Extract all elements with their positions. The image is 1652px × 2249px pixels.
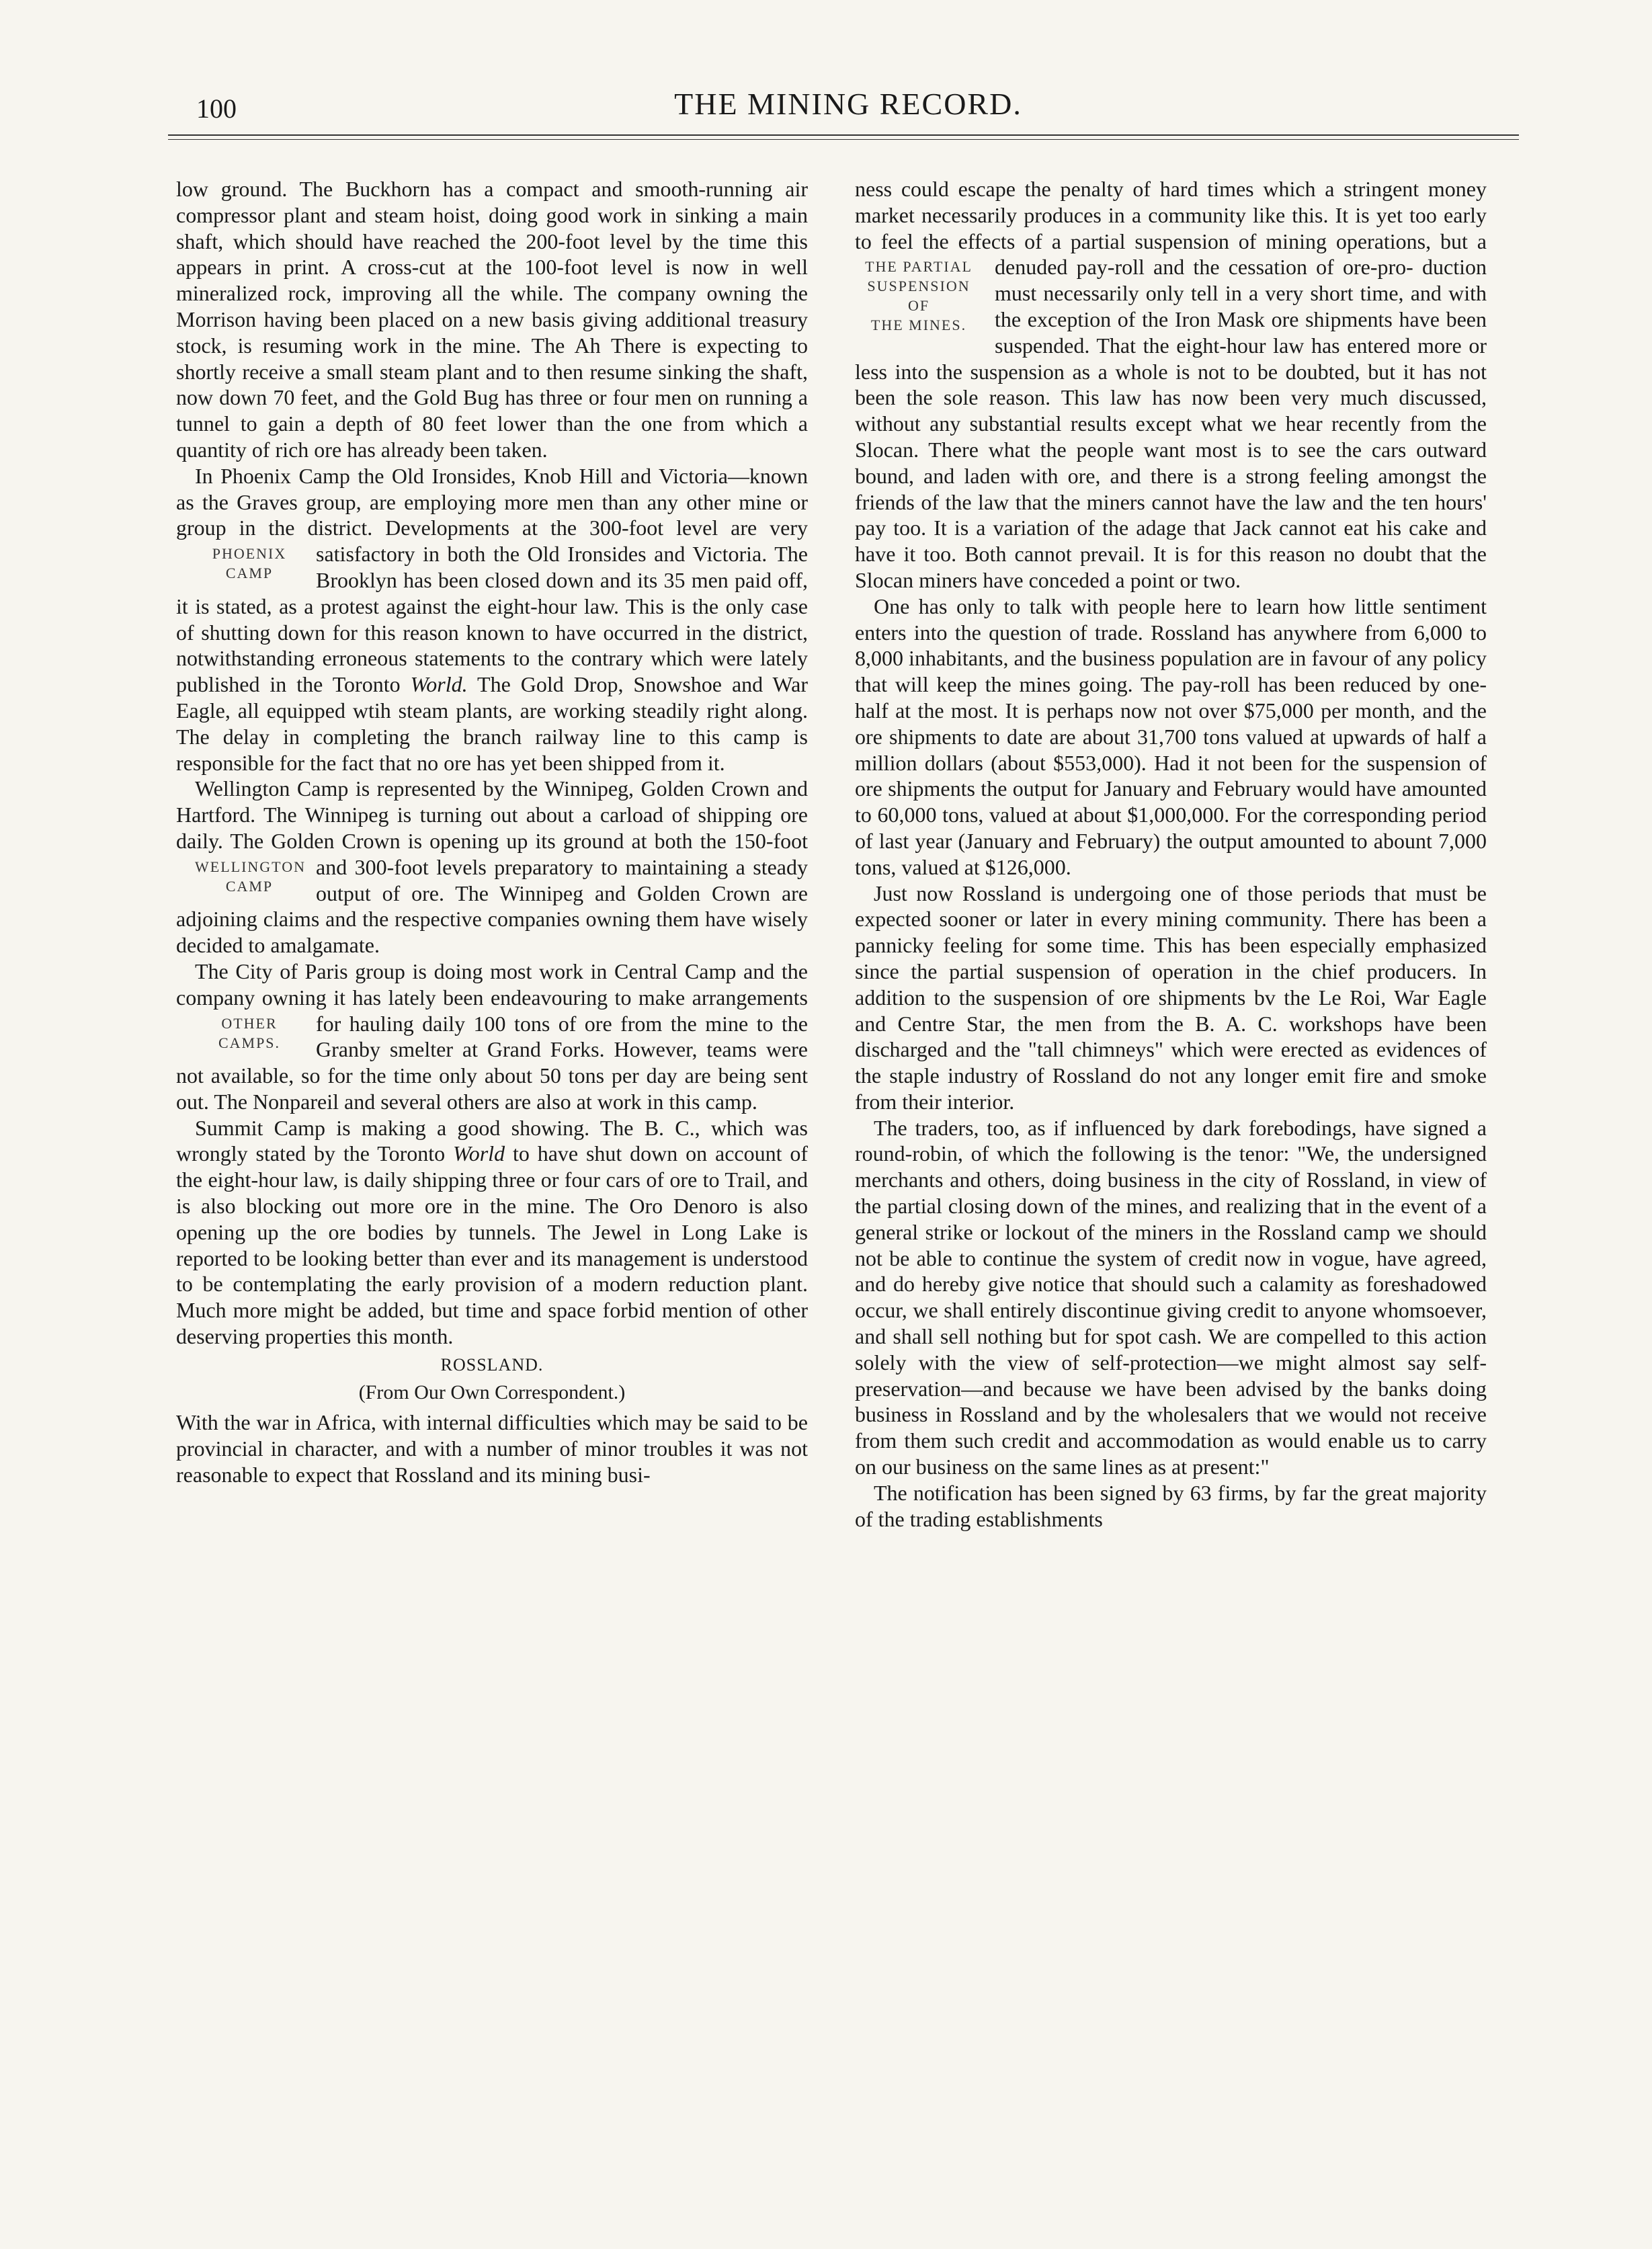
sidehead-other-camps <box>176 1014 304 1053</box>
section-heading-rossland: ROSSLAND. <box>440 1354 544 1375</box>
paragraph-italic: World. <box>410 672 468 697</box>
paragraph-text: Wellington Camp is represented by the Winnipeg, Golden Crown and Hartford. The Winnipeg is turning out about a carload of shipping ore daily. The Golden Crown is opening up its ground at both the <box>176 776 808 853</box>
paragraph-italic: World <box>453 1141 505 1166</box>
paragraph: Just now Rossland is undergoing one of those periods that must be expected sooner or later in every mining community. There has been a pannicky feeling for some time. This has been especially emphasized since the partial suspension of operation in the chief producers. In addition to the suspension of ore shipments bv the Le Roi, War Eagle and Centre Star, the men from the B. A. C. workshops have been discharged and the "tall chimneys" which were erected as evidences of the staple industry of Rossland do not any longer emit fire and smoke from their interior. <box>855 881 1487 1114</box>
journal-title: THE MINING RECORD. <box>674 87 1022 121</box>
paragraph-text: to have shut down on account of the eight-hour law, is daily shipping three or four cars of ore to Trail, and is also blocking out more ore in the mine. The Oro Denoro is also opening up the ore bodies by tunnels. The Jewel in Long Lake is reported to be looking better than ever and its management is understood to be contemplating the early provision of a modern reduction plant. Much more might be added, but time and space forbid mention of other deserving properties this month. <box>176 1141 809 1349</box>
paragraph-wellington <box>176 776 808 958</box>
paragraph-text: satisfactory in both the Old Ironsides and Victoria. The Brooklyn has been closed down and its 35 men paid off, it is stated, as a protest against the eight-hour law. This is the only case of shutting down for this reason known to have occurred in the district, notwithstanding erroneous statements to the contrary which were lately published in the Toronto <box>176 542 808 697</box>
sidehead-line: SUSPENSION OF <box>867 278 970 315</box>
sidehead-partial-suspension <box>855 257 983 335</box>
paragraph: One has only to talk with people here to learn how little sentiment enters into the question of trade. Rossland has anywhere from 6,000 to 8,000 inhabitants, and the business population are in favour of any policy that will keep the mines going. The pay-roll has been reduced by one-half at the most. It is perhaps now not over $75,000 per month, and the ore shipments to date are about 31,700 tons valued at upwards of half a million dollars (about $553,000). Had it not been for the suspension of ore shipments the output for January and February would have amounted to 60,000 tons, valued at about $1,000,000. For the corresponding period of last year (January and February) the output amounted to abount 7,000 tons, valued at $126,000. <box>855 594 1487 879</box>
left-column <box>176 176 808 1488</box>
paragraph-text: ness could escape the penalty of hard times which a stringent money market necessarily produces in a community like this. It is yet too early to feel the effects of a partial suspension of mining operations, but a denuded pay-roll and the cessation of ore-pro- <box>855 177 1487 280</box>
paragraph: low ground. The Buckhorn has a compact and smooth-running air compressor plant and steam hoist, doing good work in sinking a main shaft, which should have reached the 200-foot level by the time this appears in print. A cross-cut at the 100-foot level is now in well mineralized rock, improving all the while. The company owning the Morrison having been placed on a new basis giving additional treasury stock, is resuming work in the mine. The Ah There is expecting to shortly receive a small steam plant and to then resume sinking the shaft, now down 70 feet, and the Gold Bug has three or four men on running a tunnel to gain a depth of 80 feet lower than the one from which a quantity of rich ore has already been taken. <box>176 177 808 462</box>
header-rule-thick <box>168 134 1519 136</box>
header-rule-thin <box>168 139 1519 140</box>
sidehead-line: THE PARTIAL <box>865 258 973 276</box>
paragraph-text: The Gold Drop, Snowshoe and War Eagle, all equipped wtih steam plants, are working steadily right along. The delay in completing the branch railway line to this camp is responsible for the fact that no ore has yet been shipped from it. <box>176 672 809 775</box>
sidehead-line: WELLINGTON <box>195 858 306 875</box>
paragraph-text: 150-foot and 300-foot levels preparatory to maintaining a steady output of ore. The Winnipeg and Golden Crown are adjoining claims and the respective companies owning them have wisely decided to amalgamate. <box>176 828 809 958</box>
paragraph-phoenix <box>176 463 808 776</box>
paragraph: With the war in Africa, with internal difficulties which may be said to be provincial in character, and with a number of minor troubles it was not reasonable to expect that Rossland and its mining busi- <box>176 1410 808 1487</box>
byline: (From Our Own Correspondent.) <box>358 1381 626 1403</box>
sidehead-wellington-camp <box>176 857 304 896</box>
paragraph-summit <box>176 1115 808 1350</box>
paragraph-other-camps <box>176 958 808 1115</box>
paragraph-text: daily 100 tons of ore from the mine to the Granby smelter at Grand Forks. However, teams were not available, so for the time only about 50 tons per day are being sent out. The Nonpareil and several others are also at work in this camp. <box>176 1011 809 1114</box>
right-column <box>855 176 1487 1532</box>
sidehead-line: THE MINES. <box>870 317 967 334</box>
sidehead-line: CAMP <box>225 877 274 895</box>
sidehead-line: CAMP <box>225 565 274 582</box>
paragraph: The traders, too, as if influenced by dark forebodings, have signed a round-robin, of which the following is the tenor: "We, the undersigned merchants and others, doing business in the city of Rossland, in view of the partial closing down of the mines, and realizing that in the event of a general strike or lockout of the miners in the Rossland camp we should not be able to continue the system of credit now in vogue, have agreed, and do hereby give notice that should such a calamity as foreshadowed occur, we shall entirely discontinue giving credit to anyone whomsoever, and shall sell nothing but for spot cash. We are compelled to this action solely with the view of self-protection—we might almost say self-preservation—and because we have been advised by the banks doing business in Rossland and by the wholesalers that we would not receive from them such credit and accommodation as would enable us to carry on our business on the same lines as at present:" <box>855 1115 1487 1479</box>
sidehead-line: CAMPS. <box>218 1034 281 1051</box>
paragraph-text: In Phoenix Camp the Old Ironsides, Knob Hill and Victoria—known as the Graves group, are employing more men than any other mine or group in the district. Developments at the 300-foot level are very <box>176 463 808 540</box>
sidehead-line: OTHER <box>221 1014 278 1032</box>
paragraph-text: duction must necessarily only tell in a very short time, and with the exception of the Iron Mask ore shipments have been suspended. That the eight-hour law has entered more or less into the suspension as a whole is not to be doubted, but it has not been the sole reason. This law has now been very much discussed, without any substantial results except what we hear recently from the Slocan. There what the people want most is to see the cars outward bound, and laden with ore, and there is a strong feeling amongst the friends of the law that the miners cannot have the law and the ten hours' pay too. It is a variation of the adage that Jack cannot eat his cake and have it too. Both cannot prevail. It is for this reason no doubt that the Slocan miners have conceded a point or two. <box>855 255 1487 592</box>
paragraph: The notification has been signed by 63 firms, by far the great majority of the trading establishments <box>855 1480 1487 1531</box>
paragraph-partial-suspension <box>855 176 1487 594</box>
page-header <box>176 86 1520 133</box>
paragraph-text: Summit Camp is making a good showing. The B. C., which was wrongly stated by the Toronto <box>176 1115 808 1166</box>
sidehead-line: PHOENIX <box>212 545 287 563</box>
paragraph-text: The City of Paris group is doing most work in Central Camp and the company owning it has lately been endeavouring to make arrangements for hauling <box>176 958 808 1036</box>
page-number: 100 <box>196 93 237 124</box>
sidehead-phoenix-camp <box>176 544 304 583</box>
